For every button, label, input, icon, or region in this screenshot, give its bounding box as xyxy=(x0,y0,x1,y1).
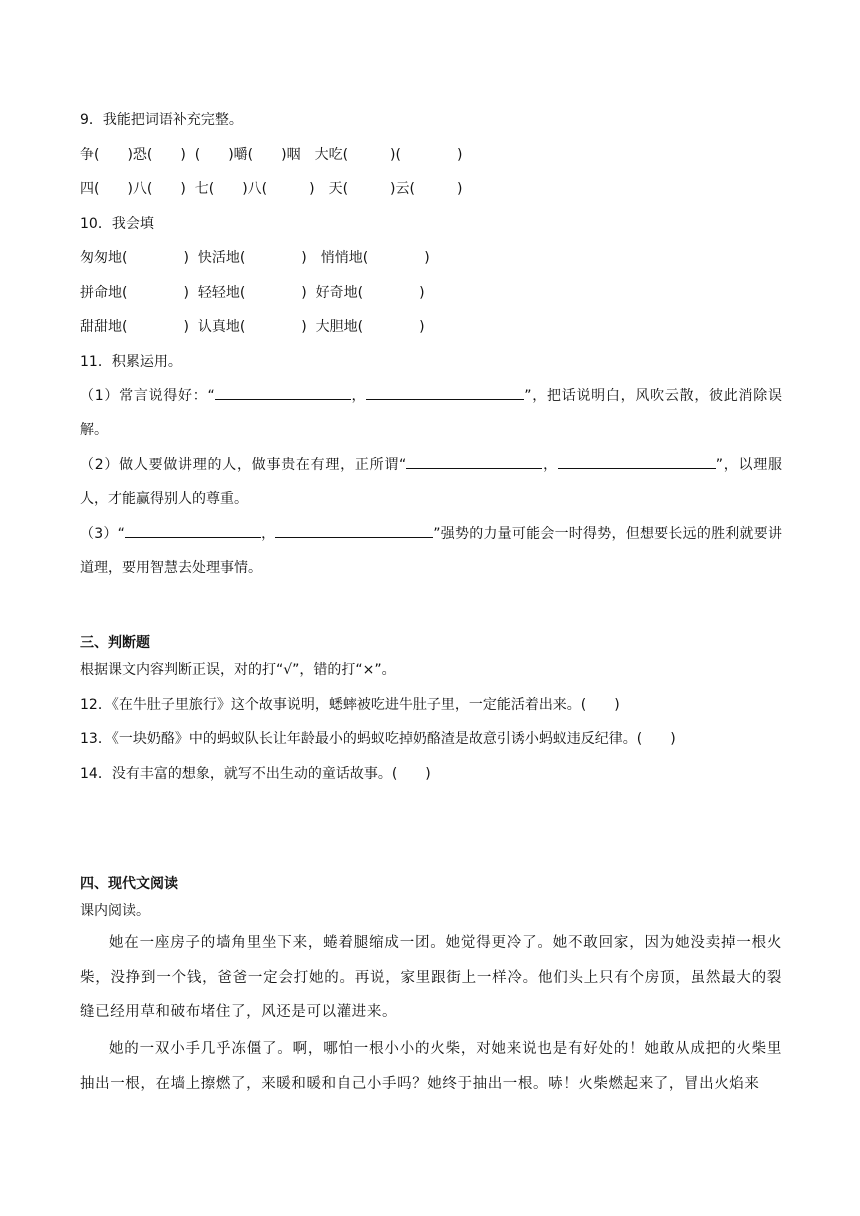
q11-p3-suffix: ”强势的力量可能会一时得势，但想要长远的胜利就要讲道理，要用智慧去处理事情。 xyxy=(80,526,782,576)
q11-part-2 xyxy=(80,448,782,516)
q9-row-2: 四( )八( ) 七( )八( ) 天( )云( ) xyxy=(80,181,463,197)
q11-title: 11．积累运用。 xyxy=(80,354,182,370)
q10-row-2: 拼命地( ) 轻轻地( ) 好奇地( ) xyxy=(80,285,425,301)
reading-paragraph-2: 她的一双小手几乎冻僵了。啊，哪怕一根小小的火柴，对她来说也是有好处的！她敢从成把的火柴里抽出一根，在墙上擦燃了，来暖和暖和自己小手吗？她终于抽出一根。哧！火柴燃起来了，冒出火焰来 xyxy=(80,1041,782,1092)
reading-paragraph-1: 她在一座房子的墙角里坐下来，蜷着腿缩成一团。她觉得更冷了。她不敢回家，因为她没卖掉一根火柴，没挣到一个钱，爸爸一定会打她的。再说，家里跟街上一样冷。他们头上只有个房顶，虽然最大的裂缝已经用草和破布堵住了，风还是可以灌进来。 xyxy=(80,935,782,1020)
q11-p3-prefix: （3）“ xyxy=(80,526,125,542)
q11-part-1 xyxy=(80,379,782,447)
section-3-instruction: 根据课文内容判断正误，对的打“√”，错的打“×”。 xyxy=(80,662,396,678)
q9-title: 9．我能把词语补充完整。 xyxy=(80,112,243,128)
answer-blank[interactable] xyxy=(366,385,524,400)
q13-statement: 13．《一块奶酪》中的蚂蚁队长让年龄最小的蚂蚁吃掉奶酪渣是故意引诱小蚂蚁违反纪律。( ) xyxy=(80,731,676,747)
q11-part-3 xyxy=(80,517,782,585)
section-4-subheading: 课内阅读。 xyxy=(80,903,150,919)
answer-blank[interactable] xyxy=(125,523,261,538)
answer-blank[interactable] xyxy=(558,454,716,469)
q11-p1-prefix: （1）常言说得好：“ xyxy=(80,388,215,404)
answer-blank[interactable] xyxy=(406,454,542,469)
answer-blank[interactable] xyxy=(275,523,433,538)
q12-statement: 12．《在牛肚子里旅行》这个故事说明，蟋蟀被吃进牛肚子里，一定能活着出来。( ) xyxy=(80,697,620,713)
q11-p2-prefix: （2）做人要做讲理的人，做事贵在有理，正所谓“ xyxy=(80,457,407,473)
q10-row-3: 甜甜地( ) 认真地( ) 大胆地( ) xyxy=(80,319,425,335)
q11-p2-suffix: ”，以理服人，才能赢得别人的尊重。 xyxy=(80,457,782,507)
q11-p1-suffix: ”，把话说明白，风吹云散，彼此消除误解。 xyxy=(80,388,782,438)
q11-p2-comma: ， xyxy=(542,457,558,473)
q9-row-1: 争( )恐( ) ( )嚼( )咽 大吃( )( ) xyxy=(80,147,463,163)
q10-title: 10．我会填 xyxy=(80,216,154,232)
q10-row-1: 匆匆地( ) 快活地( ) 悄悄地( ) xyxy=(80,250,430,266)
answer-blank[interactable] xyxy=(215,385,351,400)
q11-p3-comma: ， xyxy=(260,526,276,542)
section-3-heading: 三、判断题 xyxy=(80,635,150,651)
q11-p1-comma: ， xyxy=(350,388,367,404)
section-4-heading: 四、现代文阅读 xyxy=(80,876,178,892)
q14-statement: 14．没有丰富的想象，就写不出生动的童话故事。( ) xyxy=(80,766,431,782)
